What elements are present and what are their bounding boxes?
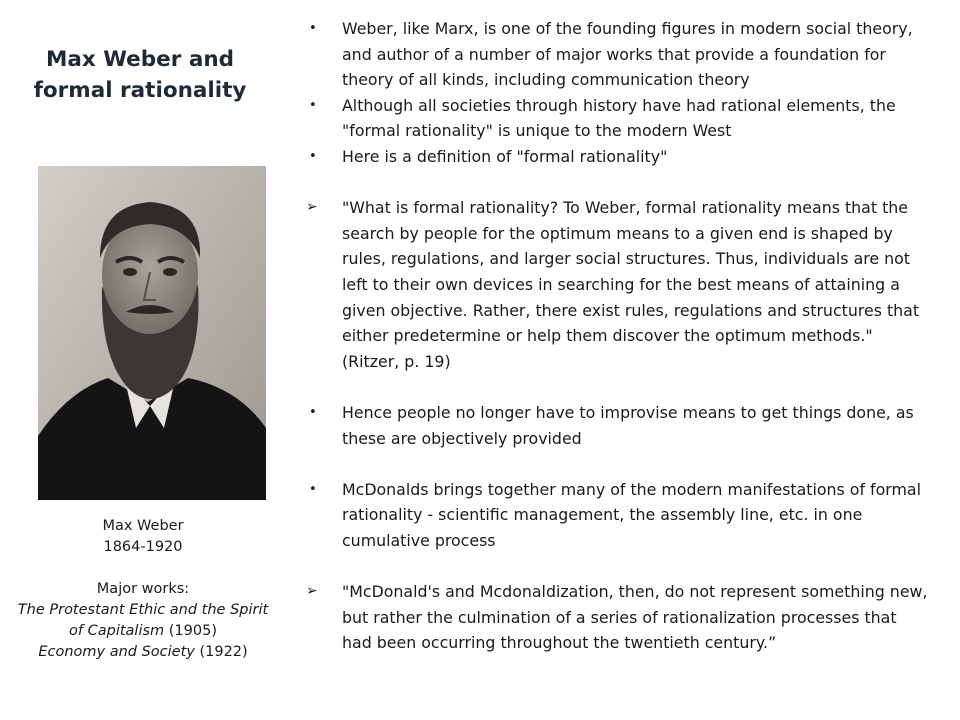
quote-item-2 xyxy=(306,579,928,656)
arrow-bullet-icon: ➢ xyxy=(306,583,318,600)
caption-work-1 xyxy=(14,600,272,642)
bullet-dot-icon: • xyxy=(309,481,317,497)
bullet-list xyxy=(306,16,928,656)
work-1-title: The Protestant Ethic and the Spirit of Capitalism xyxy=(17,602,269,639)
list-spacer xyxy=(306,170,928,196)
portrait-caption xyxy=(14,516,272,663)
list-spacer xyxy=(306,553,928,579)
bullet-text: McDonalds brings together many of the modern manifestations of formal rationality - scientific management, the assembly line, etc. in one cumulative process xyxy=(342,479,921,550)
bullet-text: Although all societies through history have had rational elements, the "formal rationality" is unique to the modern West xyxy=(342,95,896,141)
work-2-title: Economy and Society xyxy=(38,644,195,660)
bullet-text: Hence people no longer have to improvise means to get things done, as these are objectively provided xyxy=(342,402,914,448)
bullet-dot-icon: • xyxy=(309,21,317,36)
bullet-dot-icon: • xyxy=(309,404,317,420)
bullet-item-4 xyxy=(306,400,928,451)
quote-item-1 xyxy=(306,195,928,374)
list-spacer xyxy=(306,451,928,477)
bullet-item-5 xyxy=(306,477,928,554)
weber-portrait-photo xyxy=(38,166,266,500)
portrait-image xyxy=(38,166,266,500)
work-2-year: (1922) xyxy=(194,644,248,660)
bullet-dot-icon: • xyxy=(309,148,317,164)
slide-title: Max Weber and formal rationality xyxy=(33,47,247,103)
bullet-item-3 xyxy=(306,144,928,170)
bullet-dot-icon: • xyxy=(309,97,317,113)
arrow-bullet-icon: ➢ xyxy=(306,199,318,216)
caption-gap xyxy=(14,558,272,579)
caption-name: Max Weber xyxy=(102,518,184,534)
bullet-item-1 xyxy=(306,16,928,93)
caption-work-2 xyxy=(14,642,272,663)
bullet-item-2 xyxy=(306,93,928,144)
caption-dates: 1864-1920 xyxy=(103,539,183,555)
bullet-text: Here is a definition of "formal rationality" xyxy=(342,146,668,166)
work-1-year: (1905) xyxy=(164,623,217,639)
caption-works-label: Major works: xyxy=(96,581,190,597)
quote-text: "McDonald's and Mcdonaldization, then, do not represent something new, but rather the culmination of a series of rationalization processes that had been occurring throughout the twentieth century.” xyxy=(342,582,928,653)
quote-text: "What is formal rationality? To Weber, formal rationality means that the search by people for the optimum means to a given end is shaped by rules, regulations, and larger social structures. Thus, individuals are not left to their own devices in searching for the best means of attaining a given objective. Rather, there exist rules, regulations and structures that either predetermine or help them discover the optimum methods." (Ritzer, p. 19) xyxy=(342,198,920,371)
bullet-text: Weber, like Marx, is one of the founding figures in modern social theory, and author of a number of major works that provide a foundation for theory of all kinds, including communication theory xyxy=(342,19,913,90)
list-spacer xyxy=(306,374,928,400)
